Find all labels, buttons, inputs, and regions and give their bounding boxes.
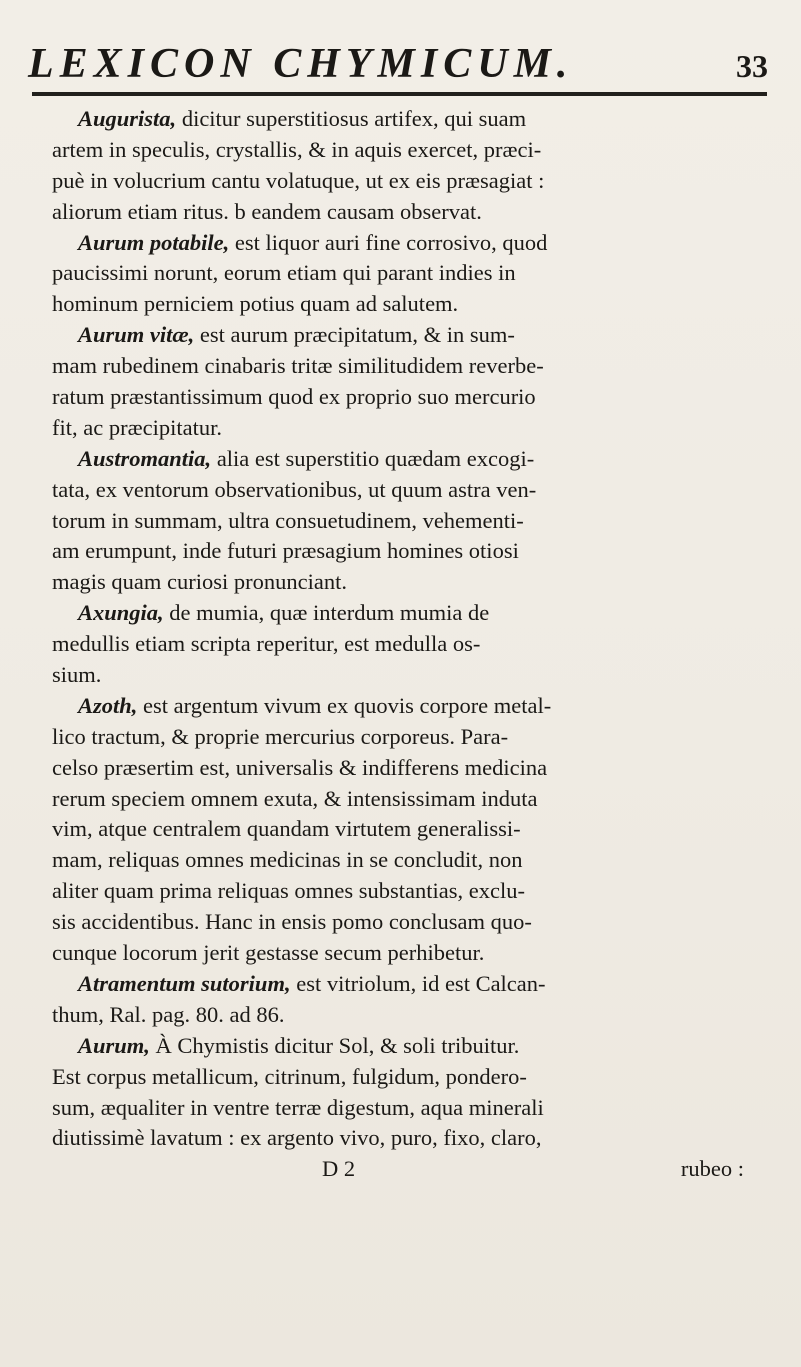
entry-line: aliter quam prima reliquas omnes substantias, exclu- bbox=[52, 878, 525, 904]
entry-line: sis accidentibus. Hanc in ensis pomo conclusam quo- bbox=[52, 909, 532, 935]
entry-first-line bbox=[52, 104, 772, 135]
entry-term: Axungia, bbox=[78, 600, 164, 626]
entry-line: hominum perniciem potius quam ad salutem. bbox=[52, 291, 459, 317]
entry-line: celso præsertim est, universalis & indifferens medicina bbox=[52, 754, 548, 780]
entry-text: de mumia, quæ interdum mumia de bbox=[163, 600, 490, 626]
entry-line: sium. bbox=[52, 662, 102, 688]
entry-azoth bbox=[52, 691, 772, 969]
entry-text: est argentum vivum ex quovis corpore metal- bbox=[137, 692, 552, 718]
running-head: LEXICON CHYMICUM. bbox=[28, 41, 574, 87]
entry-line: Est corpus metallicum, citrinum, fulgidum, pondero- bbox=[52, 1063, 527, 1089]
page-footer bbox=[52, 1154, 772, 1185]
entry-line: vim, atque centralem quandam virtutem generalissi- bbox=[52, 816, 521, 842]
header-rule bbox=[32, 92, 767, 96]
entry-first-line bbox=[52, 1031, 772, 1062]
entry-line: medullis etiam scripta reperitur, est medulla os- bbox=[52, 631, 481, 657]
entry-line: artem in speculis, crystallis, & in aquis exercet, præci- bbox=[52, 136, 542, 162]
entry-line: magis quam curiosi pronunciant. bbox=[52, 569, 347, 595]
entry-aurum-vitae bbox=[52, 320, 772, 444]
entry-atramentum-sutorium bbox=[52, 969, 772, 1031]
entry-line: torum in summam, ultra consuetudinem, vehementi- bbox=[52, 507, 524, 533]
entry-aurum-potabile bbox=[52, 228, 772, 321]
entry-first-line bbox=[52, 444, 772, 475]
page-number: 33 bbox=[736, 48, 768, 84]
entry-line: sum, æqualiter in ventre terræ digestum, aqua minerali bbox=[52, 1094, 544, 1120]
entry-term: Atramentum sutorium, bbox=[78, 970, 291, 996]
entry-line: mam, reliquas omnes medicinas in se concludit, non bbox=[52, 847, 523, 873]
entry-line: ratum præstantissimum quod ex proprio suo mercurio bbox=[52, 384, 536, 410]
entry-line: puè in volucrium cantu volatuque, ut ex eis præsagiat : bbox=[52, 167, 545, 193]
catchword: rubeo : bbox=[680, 1156, 744, 1182]
entry-line: tata, ex ventorum observationibus, ut quum astra ven- bbox=[52, 476, 537, 502]
entry-term: Aurum potabile, bbox=[78, 229, 230, 255]
entry-line: lico tractum, & proprie mercurius corporeus. Para- bbox=[52, 723, 509, 749]
lexicon-body bbox=[52, 104, 772, 1185]
entry-line: diutissimè lavatum : ex argento vivo, puro, fixo, claro, bbox=[52, 1125, 542, 1151]
entry-axungia bbox=[52, 598, 772, 691]
signature-mark: D 2 bbox=[322, 1156, 356, 1182]
entry-first-line bbox=[52, 598, 772, 629]
entry-text: dicitur superstitiosus artifex, qui suam bbox=[176, 106, 527, 131]
entry-term: Azoth, bbox=[78, 692, 138, 718]
entry-line: aliorum etiam ritus. b eandem causam observat. bbox=[52, 198, 482, 224]
entry-line: rerum speciem omnem exuta, & intensissimam induta bbox=[52, 785, 538, 811]
entry-aurum bbox=[52, 1031, 772, 1155]
entry-line: fit, ac præcipitatur. bbox=[52, 414, 222, 440]
entry-augurista bbox=[52, 104, 772, 228]
entry-first-line bbox=[52, 320, 772, 351]
entry-line: am erumpunt, inde futuri præsagium homines otiosi bbox=[52, 538, 519, 564]
entry-term: Austromantia, bbox=[78, 445, 212, 471]
entry-line: thum, Ral. pag. 80. ad 86. bbox=[52, 1001, 285, 1027]
entry-first-line bbox=[52, 691, 772, 722]
entry-term: Augurista, bbox=[78, 106, 177, 131]
entry-term: Aurum, bbox=[78, 1032, 150, 1058]
entry-first-line bbox=[52, 228, 772, 259]
entry-line: cunque locorum jerit gestasse secum perhibetur. bbox=[52, 940, 485, 966]
entry-line: mam rubedinem cinabaris tritæ similitudidem reverbe- bbox=[52, 353, 544, 379]
entry-term: Aurum vitæ, bbox=[78, 322, 195, 348]
page-header bbox=[28, 40, 768, 96]
entry-first-line bbox=[52, 969, 772, 1000]
entry-text: est aurum præcipitatum, & in sum- bbox=[194, 322, 515, 348]
entry-text: est liquor auri fine corrosivo, quod bbox=[229, 229, 548, 255]
entry-text: est vitriolum, id est Calcan- bbox=[290, 970, 546, 996]
entry-austromantia bbox=[52, 444, 772, 598]
entry-text: alia est superstitio quædam excogi- bbox=[211, 445, 535, 471]
entry-line: paucissimi norunt, eorum etiam qui parant indies in bbox=[52, 260, 516, 286]
entry-text: À Chymistis dicitur Sol, & soli tribuitur. bbox=[149, 1032, 520, 1058]
